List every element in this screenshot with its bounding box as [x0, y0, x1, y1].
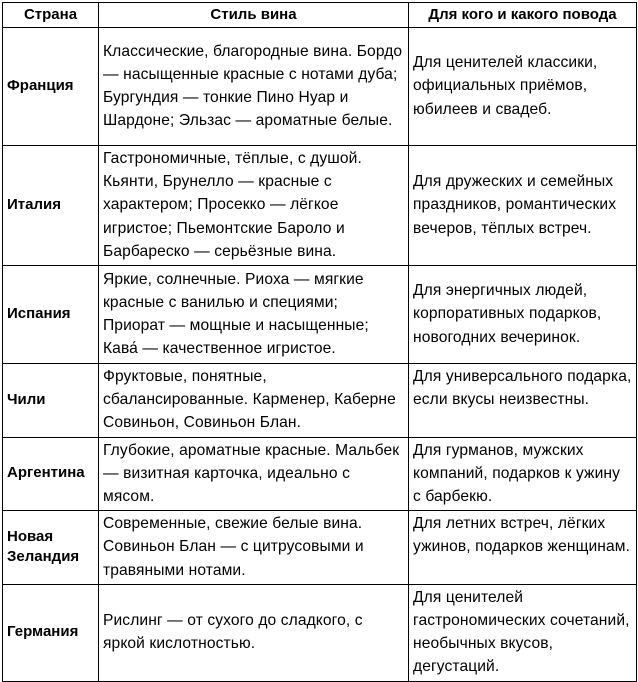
style-cell: Классические, благородные вина. Бордо — насыщенные красные с нотами дуба; Бургундия — тонкие Пино Нуар и Шардоне; Эльзас — ароматные белые.	[99, 28, 409, 146]
country-cell: Испания	[3, 266, 99, 364]
country-cell: Чили	[3, 364, 99, 438]
country-cell: Германия	[3, 584, 99, 681]
table-row	[3, 28, 637, 146]
header-wine-style: Стиль вина	[99, 3, 409, 28]
table-row	[3, 146, 637, 266]
table-row	[3, 266, 637, 364]
country-cell: Франция	[3, 28, 99, 146]
header-row	[3, 3, 637, 28]
style-cell: Рислинг — от сухого до сладкого, с яркой кислотностью.	[99, 584, 409, 681]
country-cell: Италия	[3, 146, 99, 266]
style-cell: Современные, свежие белые вина. Совиньон Блан — с цитрусовыми и травяными нотами.	[99, 511, 409, 585]
wine-table	[2, 2, 637, 682]
table-row	[3, 584, 637, 681]
occasion-cell: Для универсального подарка, если вкусы неизвестны.	[409, 364, 637, 438]
style-cell: Яркие, солнечные. Риоха — мягкие красные с ванилью и специями; Приорат — мощные и насыщенные; Кава́ — качественное игристое.	[99, 266, 409, 364]
table-row	[3, 511, 637, 585]
style-cell: Фруктовые, понятные, сбалансированные. Карменер, Каберне Совиньон, Совиньон Блан.	[99, 364, 409, 438]
occasion-cell: Для дружеских и семейных праздников, романтических вечеров, тёплых встреч.	[409, 146, 637, 266]
country-cell: Аргентина	[3, 437, 99, 511]
style-cell: Глубокие, ароматные красные. Мальбек — визитная карточка, идеально с мясом.	[99, 437, 409, 511]
table-row	[3, 364, 637, 438]
occasion-cell: Для гурманов, мужских компаний, подарков к ужину с барбекю.	[409, 437, 637, 511]
occasion-cell: Для энергичных людей, корпоративных подарков, новогодних вечеринок.	[409, 266, 637, 364]
header-occasion: Для кого и какого повода	[409, 3, 637, 28]
occasion-cell: Для ценителей гастрономических сочетаний, необычных вкусов, дегустаций.	[409, 584, 637, 681]
style-cell: Гастрономичные, тёплые, с душой. Кьянти, Брунелло — красные с характером; Просекко — лёгкое игристое; Пьемонтские Бароло и Барбареско — серьёзные вина.	[99, 146, 409, 266]
occasion-cell: Для ценителей классики, официальных приёмов, юбилеев и свадеб.	[409, 28, 637, 146]
table-row	[3, 437, 637, 511]
header-country: Страна	[3, 3, 99, 28]
country-cell: Новая Зеландия	[3, 511, 99, 585]
occasion-cell: Для летних встреч, лёгких ужинов, подарков женщинам.	[409, 511, 637, 585]
